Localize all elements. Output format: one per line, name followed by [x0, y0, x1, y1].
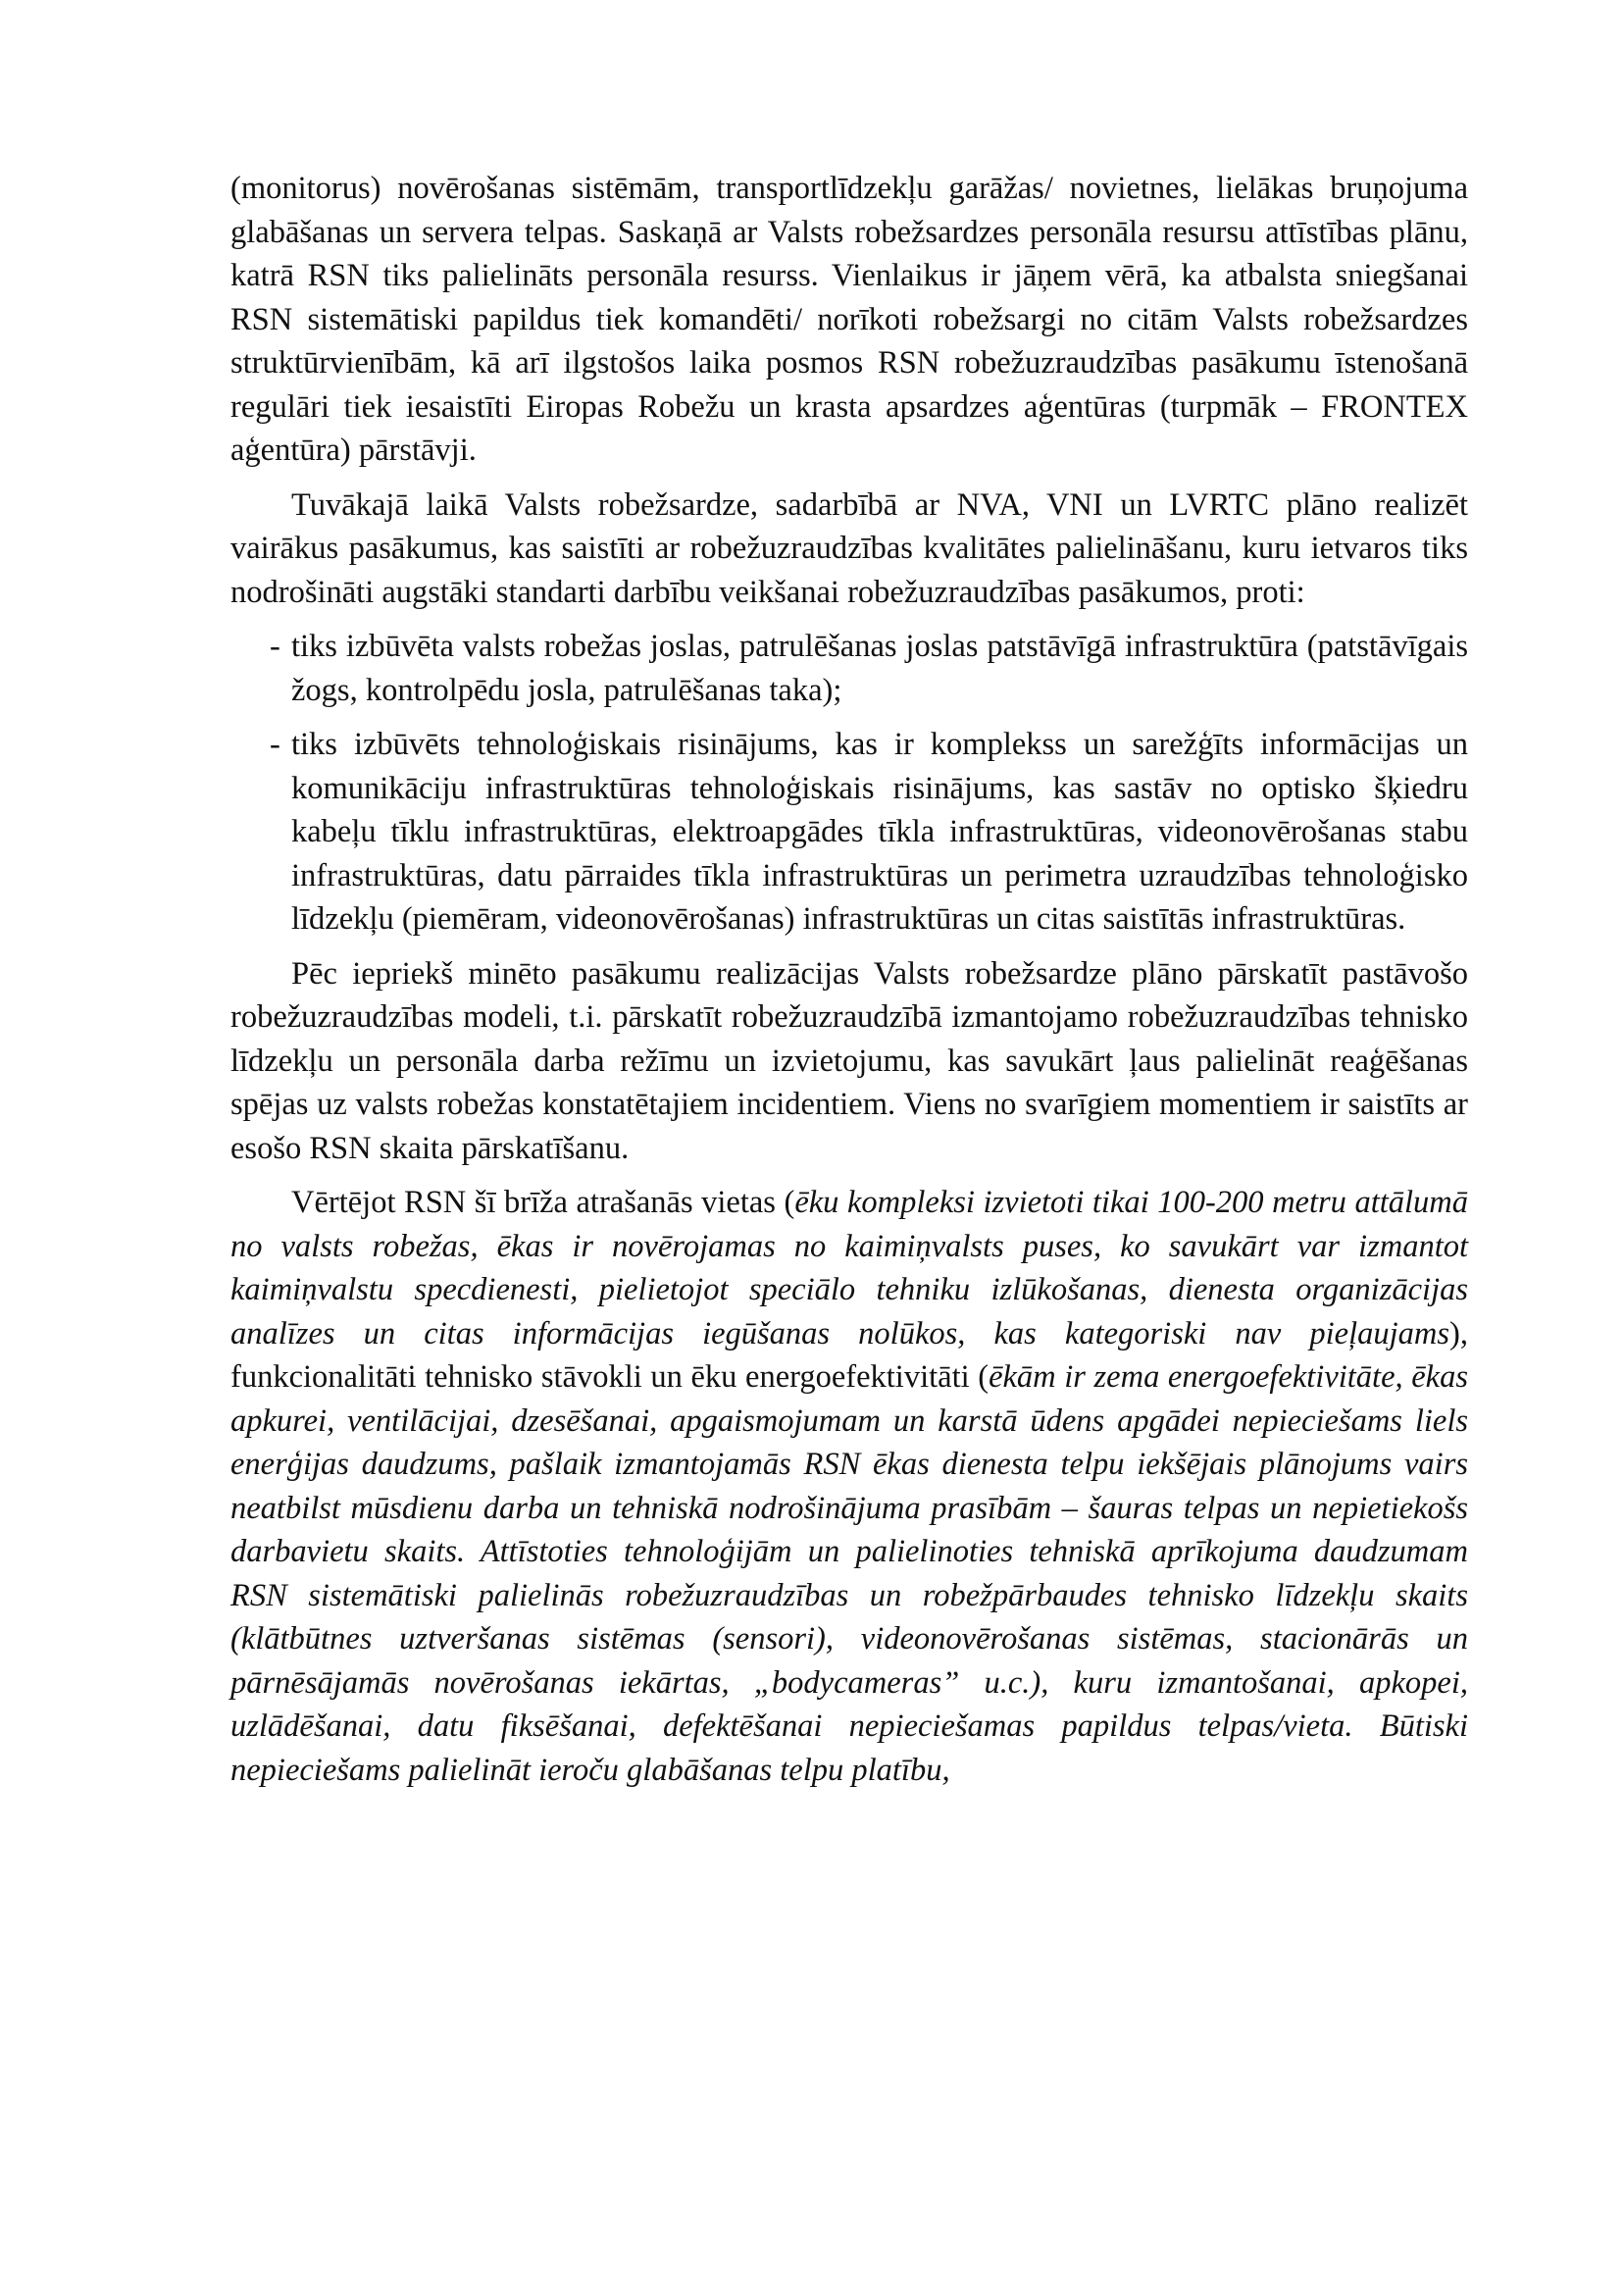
paragraph-4-segment: Vērtējot RSN šī brīža atrašanās vietas ( [291, 1185, 795, 1220]
list-item-text: tiks izbūvēta valsts robežas joslas, patrulēšanas joslas patstāvīgā infrastruktūra (patstāvīgais žogs, kontrolpēdu josla, patrulēšanas taka); [291, 629, 1468, 708]
list-item [230, 625, 1468, 712]
paragraph-1: (monitorus) novērošanas sistēmām, transportlīdzekļu garāžas/ novietnes, lielākas bruņojuma glabāšanas un servera telpas. Saskaņā ar Valsts robežsardzes personāla resursu attīstības plānu, katrā RSN tiks palielināts personāla resurss. Vienlaikus ir jāņem vērā, ka atbalsta sniegšanai RSN sistemātiski papildus tiek komandēti/ norīkoti robežsargi no citām Valsts robežsardzes struktūrvienībām, kā arī ilgstošos laika posmos RSN robežuzraudzības pasākumu īstenošanā regulāri tiek iesaistīti Eiropas Robežu un krasta apsardzes aģentūras (turpmāk – FRONTEX aģentūra) pārstāvji. [230, 171, 1468, 468]
paragraph-4-italic-segment: ēkām ir zema energoefektivitāte, ēkas apkurei, ventilācijai, dzesēšanai, apgaismojumam un karstā ūdens apgādei nepieciešams liels enerģijas daudzums, pašlaik izmantojamās RSN ēkas dienesta telpu iekšējais plānojums vairs neatbilst mūsdienu darba un tehniskā nodrošinājuma prasībām – šauras telpas un nepietiekošs darbavietu skaits. Attīstoties tehnoloģijām un palielinoties tehniskā aprīkojuma daudzumam RSN sistemātiski palielinās robežuzraudzības un robežpārbaudes tehnisko līdzekļu skaits (klātbūtnes uztveršanas sistēmas (sensori), videonovērošanas sistēmas, stacionārās un pārnēsājamās novērošanas iekārtas, „bodycameras” u.c.), kuru izmantošanai, apkopei, uzlādēšanai, datu fiksēšanai, defektēšanai nepieciešamas papildus telpas/vieta. Būtiski nepieciešams palielināt ieroču glabāšanas telpu platību, [230, 1359, 1468, 1788]
list-item [230, 723, 1468, 942]
list-item-text: tiks izbūvēts tehnoloģiskais risinājums, kas ir komplekss un sarežģīts informācijas un komunikāciju infrastruktūras tehnoloģiskais risinājums, kas sastāv no optisko šķiedru kabeļu tīklu infrastruktūras, elektroapgādes tīkla infrastruktūras, videonovērošanas stabu infrastruktūras, datu pārraides tīkla infrastruktūras un perimetra uzraudzības tehnoloģisko līdzekļu (piemēram, videonovērošanas) infrastruktūras un citas saistītās infrastruktūras. [291, 727, 1468, 937]
measures-list [230, 625, 1468, 942]
dash-bullet-icon: - [270, 727, 280, 762]
paragraph-4-italic-segment: ēku kompleksi izvietoti tikai 100-200 metru attālumā no valsts robežas, ēkas ir novērojamas no kaimiņvalsts puses, ko savukārt var izmantot kaimiņvalstu specdienesti, pielietojot speciālo tehniku izlūkošanas, dienesta organizācijas analīzes un citas informācijas iegūšanas nolūkos, kas kategoriski nav pieļaujams [230, 1185, 1469, 1351]
paragraph-2: Tuvākajā laikā Valsts robežsardze, sadarbībā ar NVA, VNI un LVRTC plāno realizēt vairākus pasākumus, kas saistīti ar robežuzraudzības kvalitātes palielināšanu, kuru ietvaros tiks nodrošināti augstāki standarti darbību veikšanai robežuzraudzības pasākumos, proti: [230, 486, 1468, 610]
document-page [230, 167, 1468, 1803]
paragraph-4-segment: ), funkcionalitāti tehnisko stāvokli un ēku energoefektivitāti ( [230, 1315, 1468, 1395]
paragraph-4 [230, 1181, 1468, 1792]
dash-bullet-icon: - [270, 629, 280, 664]
paragraph-3: Pēc iepriekš minēto pasākumu realizācijas Valsts robežsardze plāno pārskatīt pastāvošo robežuzraudzības modeli, t.i. pārskatīt robežuzraudzībā izmantojamo robežuzraudzības tehnisko līdzekļu un personāla darba režīmu un izvietojumu, kas savukārt ļaus palielināt reaģēšanas spējas uz valsts robežas konstatētajiem incidentiem. Viens no svarīgiem momentiem ir saistīts ar esošo RSN skaita pārskatīšanu. [230, 955, 1468, 1166]
